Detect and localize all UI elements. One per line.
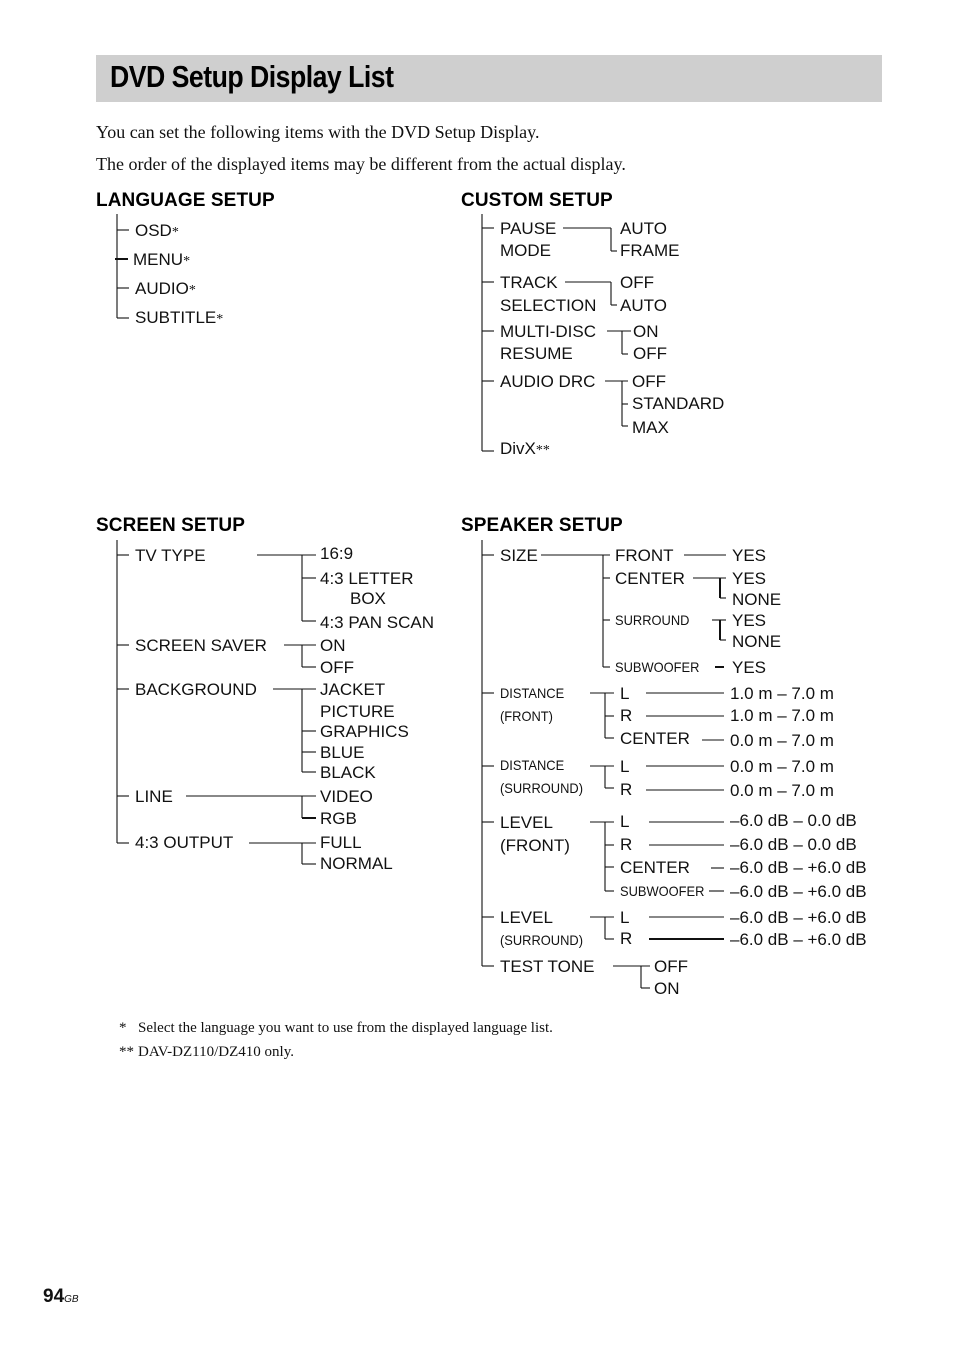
language-item-audio: AUDIO*	[135, 279, 196, 298]
distance-surround-label-1: DISTANCE	[500, 757, 565, 773]
saver-opt-on: ON	[320, 636, 346, 655]
custom-divx-label: DivX**	[500, 439, 550, 458]
output-opt-normal: NORMAL	[320, 854, 393, 873]
screen-tv-type-label: TV TYPE	[135, 546, 206, 565]
size-center-label: CENTER	[615, 569, 685, 588]
tv-opt-letterbox-1: 4:3 LETTER	[320, 569, 414, 588]
level-surround-r: R	[620, 929, 633, 948]
level-front-r-range: –6.0 dB – 0.0 dB	[730, 835, 857, 854]
distance-surround-l-range: 0.0 m – 7.0 m	[730, 757, 834, 776]
custom-track-label-1: TRACK	[500, 273, 558, 292]
output-opt-full: FULL	[320, 833, 362, 852]
screen-output-label: 4:3 OUTPUT	[135, 833, 234, 852]
level-surround-l: L	[620, 908, 630, 927]
multidisc-opt-on: ON	[633, 322, 659, 341]
level-front-r: R	[620, 835, 633, 854]
distance-front-l: L	[620, 684, 630, 703]
line-opt-video: VIDEO	[320, 787, 373, 806]
screen-line-label: LINE	[135, 787, 173, 806]
track-opt-off: OFF	[620, 273, 654, 292]
distance-front-center-range: 0.0 m – 7.0 m	[730, 731, 834, 750]
language-item-menu: MENU*	[133, 250, 191, 269]
language-item-osd: OSD*	[135, 221, 179, 240]
tv-opt-letterbox-2: BOX	[350, 589, 386, 608]
size-subwoofer-label: SUBWOOFER	[615, 659, 700, 675]
level-surround-l-range: –6.0 dB – +6.0 dB	[730, 908, 867, 927]
drc-opt-max: MAX	[632, 418, 669, 437]
page-number: 94GB	[43, 1286, 79, 1307]
size-surround-yes: YES	[732, 611, 767, 630]
level-surround-label-2: (SURROUND)	[500, 932, 584, 948]
bg-opt-jacket: JACKET	[320, 680, 386, 699]
footnote-2-mark: **	[119, 1044, 134, 1060]
size-front-yes: YES	[732, 546, 767, 565]
footnote-1-text: Select the language you want to use from the displayed language list.	[138, 1020, 553, 1036]
size-surround-label: SURROUND	[615, 612, 690, 628]
size-surround-none: NONE	[732, 632, 782, 651]
distance-surround-l: L	[620, 757, 630, 776]
distance-front-label-2: (FRONT)	[500, 708, 553, 724]
size-subwoofer-yes: YES	[732, 658, 767, 677]
distance-front-l-range: 1.0 m – 7.0 m	[730, 684, 834, 703]
bg-opt-picture: PICTURE	[320, 702, 395, 721]
level-surround-r-range: –6.0 dB – +6.0 dB	[730, 930, 867, 949]
level-front-center: CENTER	[620, 858, 690, 877]
level-front-l-range: –6.0 dB – 0.0 dB	[730, 811, 857, 830]
line-opt-rgb: RGB	[320, 809, 357, 828]
size-center-none: NONE	[732, 590, 782, 609]
level-front-center-range: –6.0 dB – +6.0 dB	[730, 858, 867, 877]
custom-track-label-2: SELECTION	[500, 296, 597, 315]
size-center-yes: YES	[732, 569, 767, 588]
test-tone-off: OFF	[654, 957, 688, 976]
drc-opt-standard: STANDARD	[632, 394, 725, 413]
speaker-size-label: SIZE	[500, 546, 538, 565]
test-tone-label: TEST TONE	[500, 957, 595, 976]
page-title: DVD Setup Display List	[110, 59, 394, 94]
custom-multidisc-label-1: MULTI-DISC	[500, 322, 597, 341]
level-front-subwoofer-range: –6.0 dB – +6.0 dB	[730, 882, 867, 901]
footnote-2-text: DAV-DZ110/DZ410 only.	[138, 1044, 294, 1060]
distance-front-label-1: DISTANCE	[500, 685, 565, 701]
distance-front-center: CENTER	[620, 729, 690, 748]
screen-background-label: BACKGROUND	[135, 680, 257, 699]
multidisc-opt-off: OFF	[633, 344, 667, 363]
bg-opt-blue: BLUE	[320, 743, 365, 762]
track-opt-auto: AUTO	[620, 296, 667, 315]
distance-front-r: R	[620, 706, 633, 725]
distance-front-r-range: 1.0 m – 7.0 m	[730, 706, 834, 725]
pause-opt-frame: FRAME	[620, 241, 680, 260]
level-front-l: L	[620, 812, 630, 831]
speaker-setup-heading: SPEAKER SETUP	[461, 515, 623, 536]
custom-multidisc-label-2: RESUME	[500, 344, 573, 363]
screen-saver-label: SCREEN SAVER	[135, 636, 267, 655]
size-front-label: FRONT	[615, 546, 674, 565]
language-setup-heading: LANGUAGE SETUP	[96, 190, 275, 211]
tv-opt-16-9: 16:9	[320, 544, 354, 563]
intro-line-2: The order of the displayed items may be different from the actual display.	[96, 154, 626, 174]
pause-opt-auto: AUTO	[620, 219, 667, 238]
intro-line-1: You can set the following items with the DVD Setup Display.	[96, 122, 540, 142]
level-front-subwoofer: SUBWOOFER	[620, 883, 705, 899]
drc-opt-off: OFF	[632, 372, 666, 391]
language-item-subtitle: SUBTITLE*	[135, 308, 224, 327]
bg-opt-black: BLACK	[320, 763, 376, 782]
tv-opt-pan-scan: 4:3 PAN SCAN	[320, 613, 435, 632]
custom-audio-drc-label: AUDIO DRC	[500, 372, 596, 391]
saver-opt-off: OFF	[320, 658, 354, 677]
distance-surround-r: R	[620, 780, 633, 799]
custom-pause-label-2: MODE	[500, 241, 551, 260]
test-tone-on: ON	[654, 979, 680, 998]
level-surround-label-1: LEVEL	[500, 908, 553, 927]
custom-setup-heading: CUSTOM SETUP	[461, 190, 613, 211]
custom-pause-label-1: PAUSE	[500, 219, 557, 238]
footnote-1-mark: *	[119, 1020, 127, 1036]
level-front-label-2: (FRONT)	[500, 836, 570, 855]
level-front-label-1: LEVEL	[500, 813, 553, 832]
bg-opt-graphics: GRAPHICS	[320, 722, 409, 741]
distance-surround-r-range: 0.0 m – 7.0 m	[730, 781, 834, 800]
screen-setup-heading: SCREEN SETUP	[96, 515, 246, 536]
distance-surround-label-2: (SURROUND)	[500, 780, 584, 796]
